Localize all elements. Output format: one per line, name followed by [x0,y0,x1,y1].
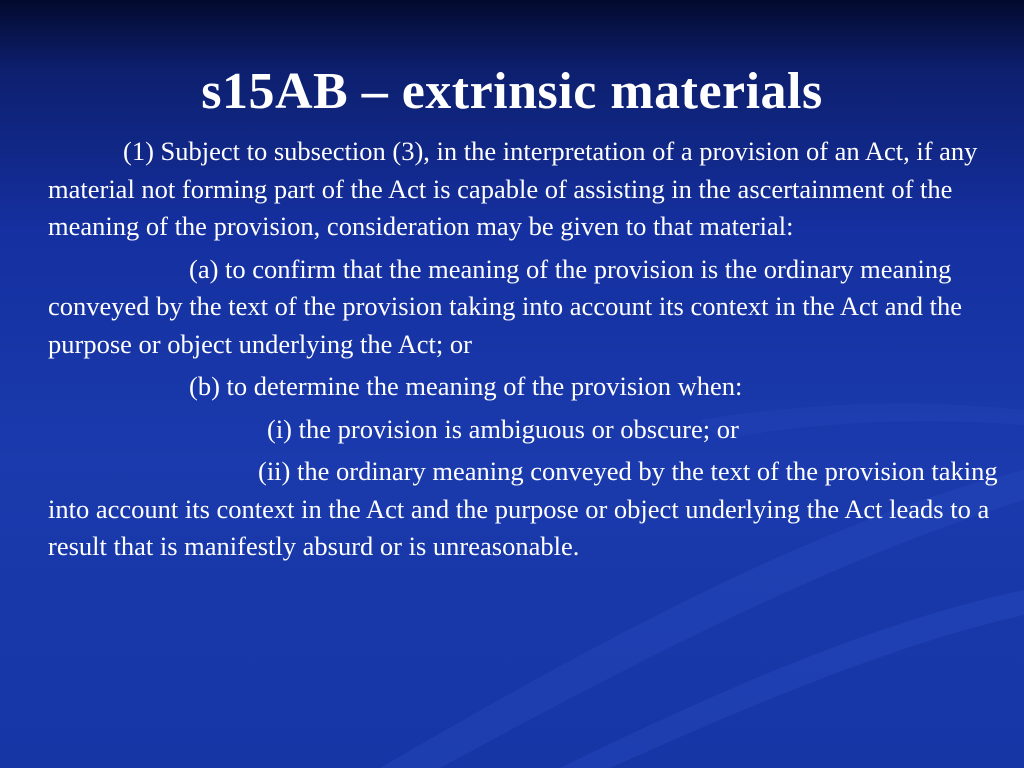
provision-paragraph-a: (a) to confirm that the meaning of the provision is the ordinary meaning conveyed by the text of the provision taking into account its context in the Act and the purpose or object underlying the Act; or [48,253,963,359]
slide-body [48,133,1018,566]
provision-paragraph-ii: (ii) the ordinary meaning conveyed by the text of the provision taking into account its context in the Act and the purpose or object underlying the Act leads to a result that is manifestly absurd or is unreasonable. [48,456,998,561]
provision-paragraph-b: (b) to determine the meaning of the provision when: [189,371,743,401]
provision-paragraph-i: (i) the provision is ambiguous or obscure; or [267,413,739,444]
provision-paragraph-1: (1) Subject to subsection (3), in the interpretation of a provision of an Act, if any material not forming part of the Act is capable of assisting in the ascertainment of the meaning of the provision, consideration may be given to that material: [48,136,978,241]
slide-title: s15AB – extrinsic materials [201,63,823,120]
